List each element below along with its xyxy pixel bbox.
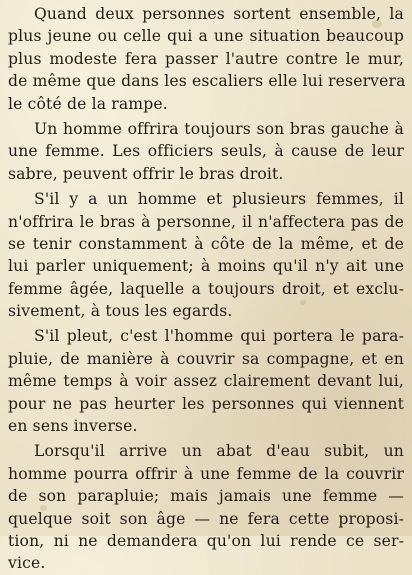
text-line: Un homme offrira toujours son bras gauche à — [34, 119, 404, 138]
text-line: plus jeune ou celle qui a une situation beaucoup — [8, 27, 404, 46]
text-line: pluie, de manière à couvrir sa compagne, et en — [8, 349, 404, 368]
text-line: n'offrira le bras à personne, il n'affectera pas de — [8, 212, 404, 231]
paragraph — [8, 188, 404, 322]
text-line: plus modeste fera passer l'autre contre le mur, — [8, 49, 404, 68]
text-line: tion, ni ne demandera qu'on lui rende ce ser- — [8, 531, 404, 550]
text-line: sivement, à tous les egards. — [8, 302, 233, 321]
paper-stain — [372, 20, 382, 28]
text-line: en sens inverse. — [8, 417, 138, 436]
text-line: femme âgée, laquelle a toujours droit, et exclu- — [8, 279, 404, 298]
text-line: sabre, peuvent offrir le bras droit. — [8, 164, 284, 183]
paragraph — [8, 118, 404, 185]
text-line: vice. — [8, 554, 46, 573]
text-line: le côté de la rampe. — [8, 94, 168, 113]
text-line: une femme. Les officiers seuls, à cause de leur — [8, 142, 404, 161]
text-line: pour ne pas heurter les personnes qui viennent — [8, 394, 404, 413]
paper-stain — [40, 505, 47, 511]
text-line: S'il y a un homme et plusieurs femmes, il — [34, 190, 404, 209]
text-line: même temps à voir assez clairement devant lui, — [8, 372, 404, 391]
paragraph — [8, 3, 404, 115]
text-line: quelque soit son âge — ne fera cette proposi- — [8, 509, 404, 528]
text-line: homme pourra offrir à une femme de la couvrir — [8, 464, 404, 483]
text-line: de son parapluie; mais jamais une femme — — [8, 487, 404, 506]
text-line: S'il pleut, c'est l'homme qui portera le para- — [34, 327, 404, 346]
text-line: Lorsqu'il arrive un abat d'eau subit, un — [34, 442, 404, 461]
paragraph — [8, 440, 404, 574]
paper-stain — [300, 300, 306, 305]
text-line: de même que dans les escaliers elle lui reservera — [8, 72, 406, 91]
text-line: se tenir constamment à côte de la même, et de — [8, 234, 404, 253]
text-line: Quand deux personnes sortent ensemble, la — [34, 5, 404, 23]
text-line: lui parler uniquement; à moins qu'il n'y ait une — [8, 257, 404, 276]
paragraph — [8, 325, 404, 437]
